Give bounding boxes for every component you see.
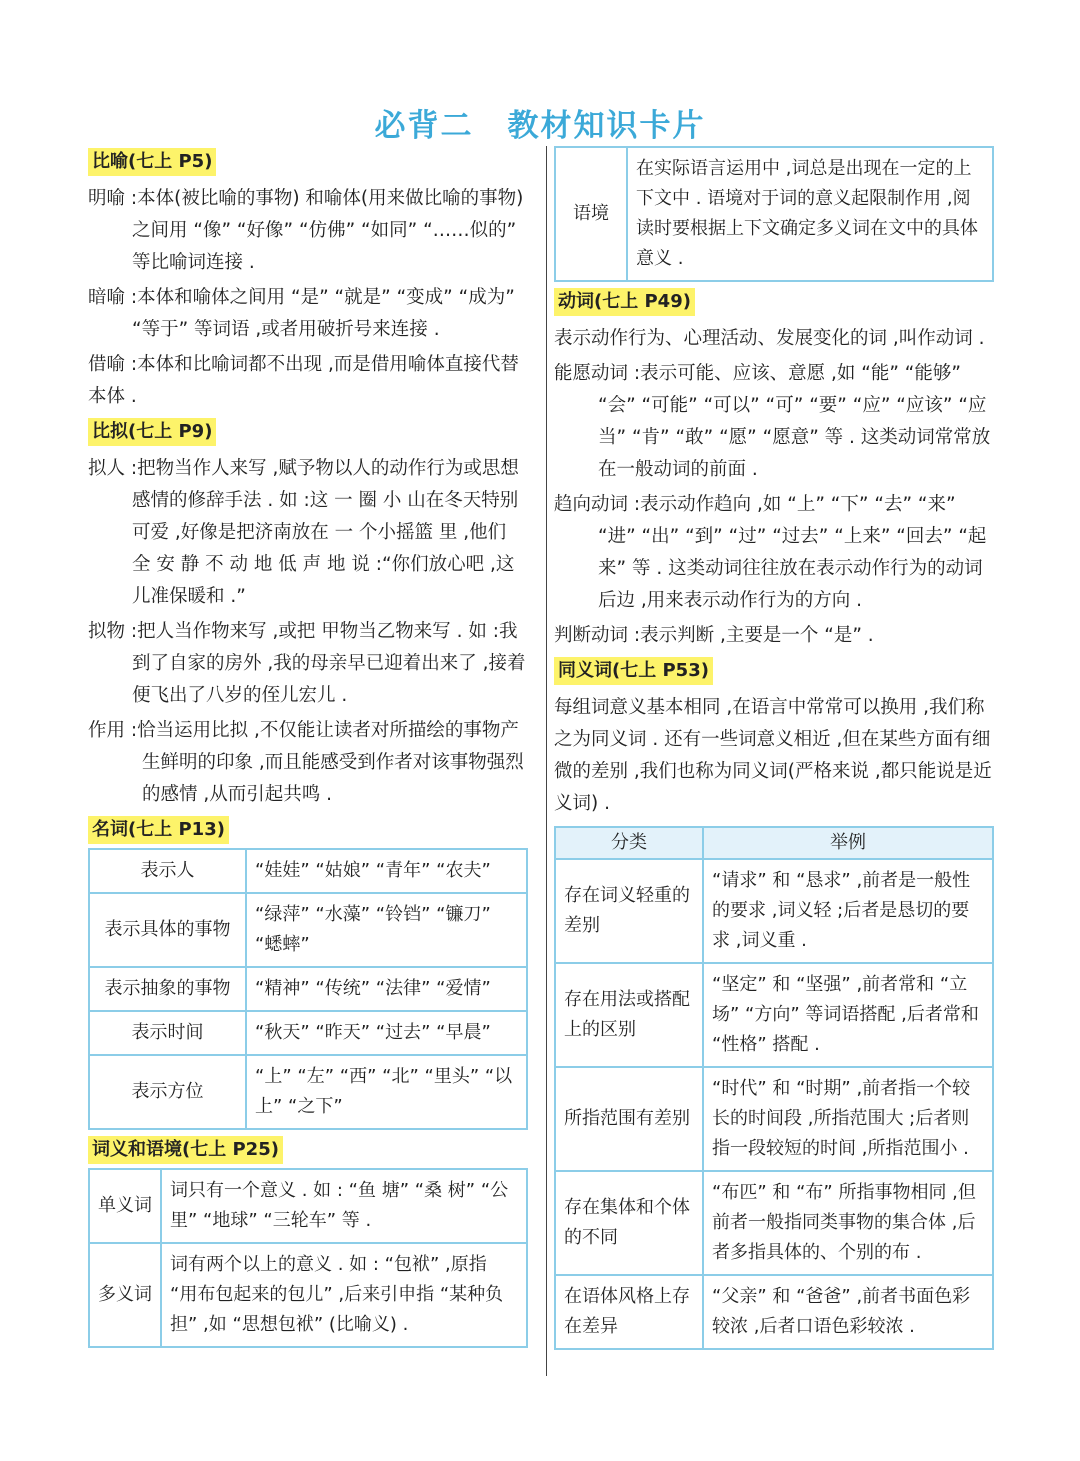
noun-heading: 名词(七上 P13) bbox=[88, 816, 229, 844]
metaphor-heading: 比喻(七上 P5) bbox=[88, 148, 216, 176]
sense-type: 多义词 bbox=[89, 1243, 161, 1347]
left-column bbox=[88, 146, 528, 1348]
synonym-category: 所指范围有差别 bbox=[555, 1067, 703, 1171]
personification-human: 拟人 :把物当作人来写 ,赋予物以人的动作行为或思想感情的修辞手法 . 如 :这 一 圈 小 山在冬天特别可爱 ,好像是把济南放在 一 个小摇篮 里 ,他们 全 安 静 不 动 地 低 声 地 说 :“你们放心吧 ,这儿准保暖和 .” bbox=[88, 458, 519, 607]
noun-examples: “上” “左” “西” “北” “里头” “以上” “之下” bbox=[246, 1055, 527, 1129]
context-label: 语境 bbox=[555, 147, 627, 281]
personification-heading: 比拟(七上 P9) bbox=[88, 418, 216, 446]
verb-heading: 动词(七上 P49) bbox=[554, 288, 695, 316]
metaphor-borrowed: 借喻 :本体和比喻词都不出现 ,而是借用喻体直接代替本体 . bbox=[88, 354, 519, 407]
verb-section bbox=[554, 286, 994, 652]
page-title bbox=[0, 100, 1080, 145]
table-row bbox=[555, 1171, 993, 1275]
synonym-example: “坚定” 和 “坚强” ,前者常和 “立场” “方向” 等词语搭配 ,后者常和 “性格” 搭配 . bbox=[703, 963, 993, 1067]
verb-modal: 能愿动词 :表示可能、应该、意愿 ,如 “能” “能够” “会” “可能” “可以” “可” “要” “应” “应该” “应当” “肯” “敢” “愿” “愿意” 等 . 这类动词常常放在一般动词的前面 . bbox=[554, 363, 991, 480]
synonym-example: “时代” 和 “时期” ,前者指一个较长的时间段 ,所指范围大 ;后者则指一段较短的时间 ,所指范围小 . bbox=[703, 1067, 993, 1171]
metaphor-simile: 明喻 :本体(被比喻的事物) 和喻体(用来做比喻的事物) 之间用 “像” “好像” “仿佛” “如同” “……似的” 等比喻词连接 . bbox=[88, 188, 524, 273]
synonym-category: 存在用法或搭配上的区别 bbox=[555, 963, 703, 1067]
verb-directional: 趋向动词 :表示动作趋向 ,如 “上” “下” “去” “来” “进” “出” “到” “过” “过去” “上来” “回去” “起来” 等 . 这类动词往往放在表示动作行为的动词后边 ,用来表示动作行为的方向 . bbox=[554, 494, 987, 611]
sense-description: 词只有一个意义 . 如 : “鱼 塘” “桑 树” “公里” “地球” “三轮车” 等 . bbox=[161, 1169, 527, 1243]
synonym-example: “布匹” 和 “布” 所指事物相同 ,但前者一般指同类事物的集合体 ,后者多指具体的、个别的布 . bbox=[703, 1171, 993, 1275]
noun-examples: “娃娃” “姑娘” “青年” “农夫” bbox=[246, 849, 527, 893]
metaphor-section bbox=[88, 146, 528, 413]
noun-type: 表示方位 bbox=[89, 1055, 246, 1129]
sense-table bbox=[88, 1168, 528, 1348]
table-header-row bbox=[555, 827, 993, 859]
synonym-category: 存在集体和个体的不同 bbox=[555, 1171, 703, 1275]
column-header-example: 举例 bbox=[703, 827, 993, 859]
table-row bbox=[89, 893, 527, 967]
sense-section bbox=[88, 1134, 528, 1348]
table-row bbox=[555, 147, 993, 281]
synonym-section bbox=[554, 655, 994, 1350]
column-header-category: 分类 bbox=[555, 827, 703, 859]
synonym-table bbox=[554, 826, 994, 1350]
personification-object: 拟物 :把人当作物来写 ,或把 甲物当乙物来写 . 如 :我到了自家的房外 ,我的母亲早已迎着出来了 ,接着便飞出了八岁的侄儿宏儿 . bbox=[88, 621, 526, 706]
synonym-category: 存在词义轻重的差别 bbox=[555, 859, 703, 963]
title-part2: 教材知识卡片 bbox=[507, 108, 706, 144]
verb-intro: 表示动作行为、心理活动、发展变化的词 ,叫作动词 . bbox=[554, 328, 985, 349]
noun-type: 表示人 bbox=[89, 849, 246, 893]
table-row bbox=[89, 967, 527, 1011]
table-row bbox=[89, 1055, 527, 1129]
synonym-heading: 同义词(七上 P53) bbox=[554, 657, 713, 685]
sense-type: 单义词 bbox=[89, 1169, 161, 1243]
table-row bbox=[89, 849, 527, 893]
synonym-category: 在语体风格上存在差异 bbox=[555, 1275, 703, 1349]
column-divider bbox=[546, 146, 547, 1376]
noun-examples: “秋天” “昨天” “过去” “早晨” bbox=[246, 1011, 527, 1055]
noun-section bbox=[88, 814, 528, 1130]
table-row bbox=[555, 1275, 993, 1349]
sense-heading: 词义和语境(七上 P25) bbox=[88, 1136, 283, 1164]
context-description: 在实际语言运用中 ,词总是出现在一定的上下文中 . 语境对于词的意义起限制作用 ,阅读时要根据上下文确定多义词在文中的具体意义 . bbox=[627, 147, 993, 281]
metaphor-implicit: 暗喻 :本体和喻体之间用 “是” “就是” “变成” “成为” “等于” 等词语 ,或者用破折号来连接 . bbox=[88, 287, 515, 340]
synonym-example: “请求” 和 “恳求” ,前者是一般性的要求 ,词义轻 ;后者是恳切的要求 ,词义重 . bbox=[703, 859, 993, 963]
title-part1: 必背二 bbox=[374, 108, 474, 144]
table-row bbox=[555, 1067, 993, 1171]
noun-table bbox=[88, 848, 528, 1130]
personification-section bbox=[88, 416, 528, 811]
table-row bbox=[555, 963, 993, 1067]
synonym-example: “父亲” 和 “爸爸” ,前者书面色彩较浓 ,后者口语色彩较浓 . bbox=[703, 1275, 993, 1349]
verb-judgment: 判断动词 :表示判断 ,主要是一个 “是” . bbox=[554, 625, 874, 646]
table-row bbox=[89, 1011, 527, 1055]
sense-description: 词有两个以上的意义 . 如 : “包袱” ,原指 “用布包起来的包儿” ,后来引申指 “某种负担” ,如 “思想包袱” (比喻义) . bbox=[161, 1243, 527, 1347]
table-row bbox=[89, 1243, 527, 1347]
synonym-intro: 每组词意义基本相同 ,在语言中常常可以换用 ,我们称之为同义词 . 还有一些词意义相近 ,但在某些方面有细微的差别 ,我们也称为同义词(严格来说 ,都只能说是近义词) . bbox=[554, 697, 992, 814]
noun-type: 表示具体的事物 bbox=[89, 893, 246, 967]
table-row bbox=[555, 859, 993, 963]
noun-type: 表示时间 bbox=[89, 1011, 246, 1055]
noun-examples: “绿萍” “水藻” “铃铛” “镰刀” “蟋蟀” bbox=[246, 893, 527, 967]
personification-effect: 作用 :恰当运用比拟 ,不仅能让读者对所描绘的事物产生鲜明的印象 ,而且能感受到作者对该事物强烈的感情 ,从而引起共鸣 . bbox=[88, 720, 524, 805]
table-row bbox=[89, 1169, 527, 1243]
context-table bbox=[554, 146, 994, 282]
noun-type: 表示抽象的事物 bbox=[89, 967, 246, 1011]
noun-examples: “精神” “传统” “法律” “爱情” bbox=[246, 967, 527, 1011]
right-column bbox=[554, 146, 994, 1350]
